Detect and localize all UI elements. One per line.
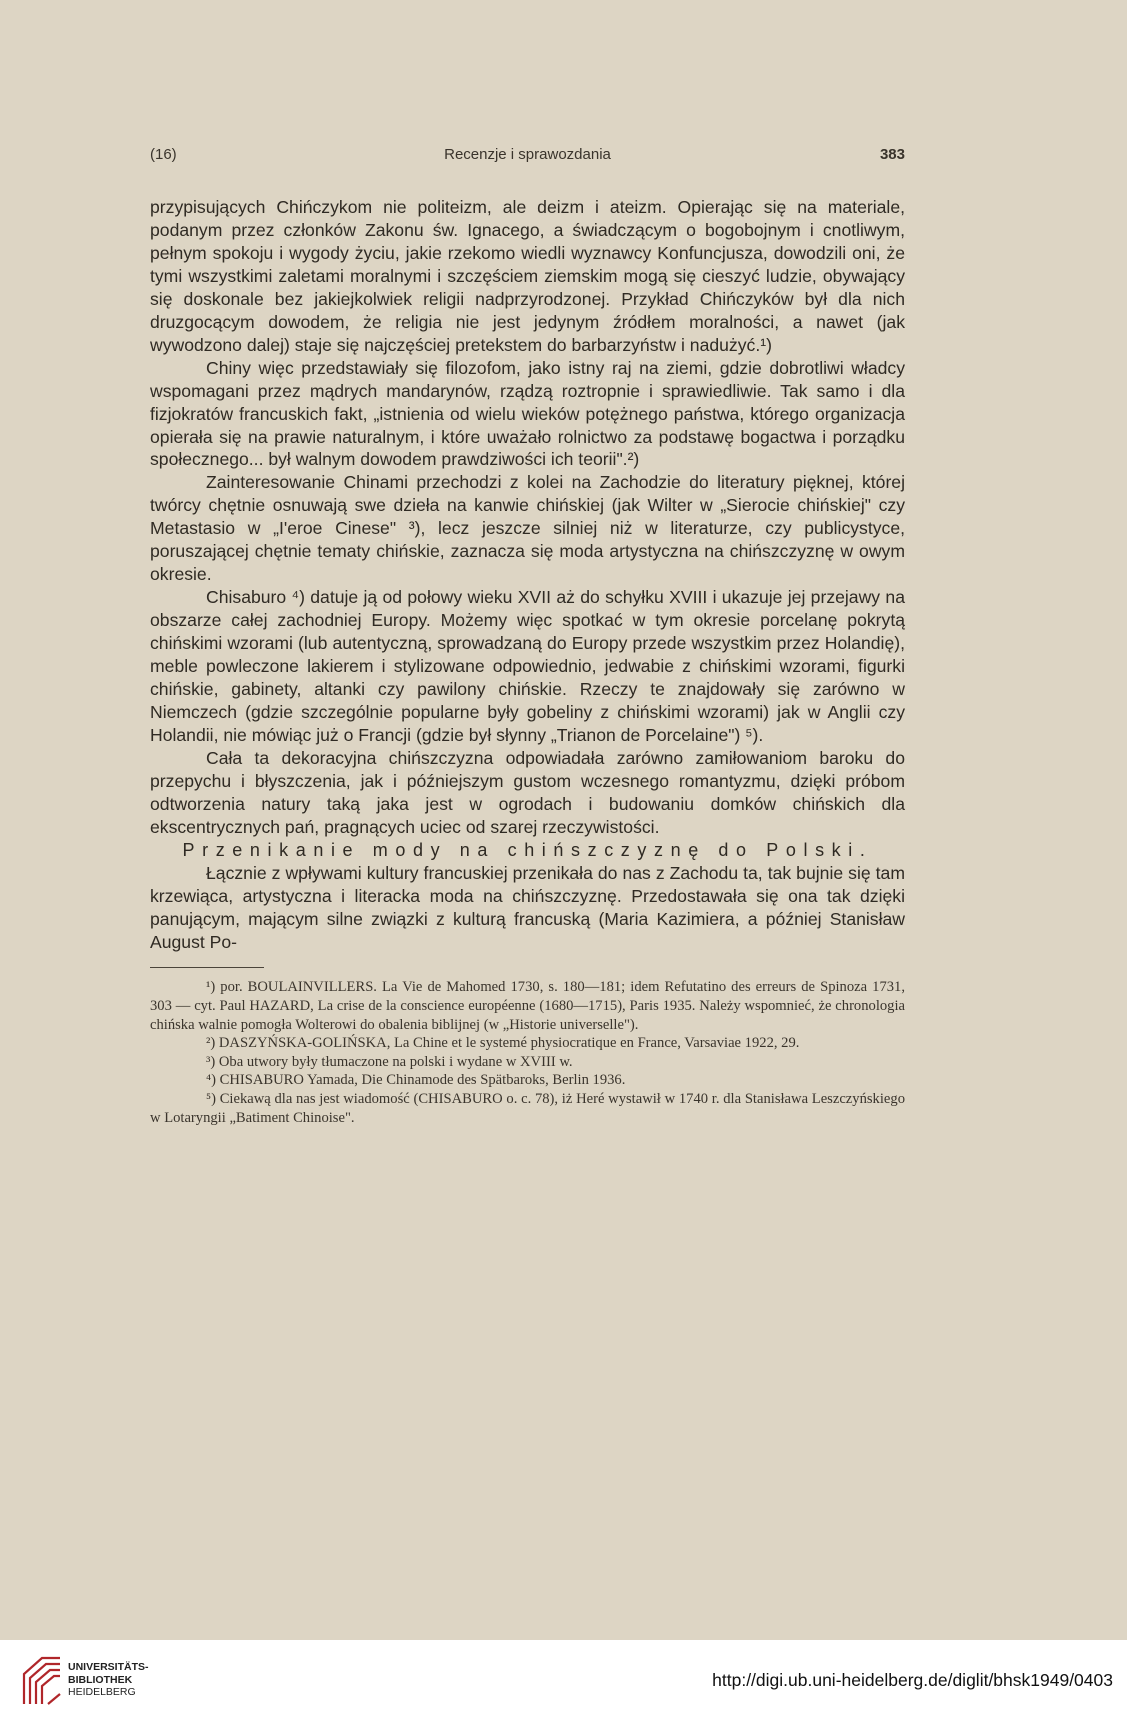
library-line: BIBLIOTHEK — [68, 1673, 133, 1686]
library-line: UNIVERSITÄTS- — [68, 1661, 149, 1673]
source-url-link[interactable]: http://digi.ub.uni-heidelberg.de/diglit/bhsk1949/0403 — [712, 1670, 1113, 1690]
footer-bar — [0, 1640, 1127, 1725]
footnote: ⁴) CHISABURO Yamada, Die Chinamode des Spätbaroks, Berlin 1936. — [206, 1072, 626, 1089]
paragraph: Chisaburo ⁴) datuje ją od połowy wieku XVII aż do schyłku XVIII i ukazuje jej przejawy na obszarze całej zachodniej Europy. Możemy więc spotkać w tym okresie porcelanę pokrytą chińskimi wzorami (lub autentyczną, sprowadzaną do Europy przede wszystkim przez Holandię), meble powleczone lakierem i stylizowane odpowiednio, jedwabie z chińskimi wzorami, figurki chińskie, gabinety, altanki czy pawilony chińskie. Rzeczy te znajdowały się zarówno w Niemczech (gdzie szczególnie popularne były gobeliny z chińskimi wzorami) jak w Anglii czy Holandii, nie mówiąc już o Francji (gdzie był słynny „Trianon de Porcelaine") ⁵). — [150, 587, 905, 745]
header-title: Recenzje i sprawozdania — [444, 146, 611, 163]
page-number: 383 — [879, 146, 905, 163]
paragraph: przypisujących Chińczykom nie politeizm, ale deizm i ateizm. Opierając się na materiale, podanym przez członków Zakonu św. Ignacego, a świadczącym o bogobojnym i cnotliwym, pełnym spokoju i wygody życiu, jakie rzekomo wiedli wyznawcy Konfuncjusza, dowodzili oni, że tymi wszystkimi zaletami moralnymi i szczęściem ziemskim mogą się cieszyć ludzie, obywający się doskonale bez jakiejkolwiek religii nadprzyrodzonej. Przykład Chińczyków był dla nich druzgocącym dowodem, że religia nie jest jedynym źródłem moralności, a nawet (jak wywodzono dalej) staje się najczęściej pretekstem do barbarzyństw i nadużyć.¹) — [150, 197, 905, 355]
library-line: HEIDELBERG — [68, 1686, 136, 1698]
paragraph: Łącznie z wpływami kultury francuskiej przenikała do nas z Zachodu ta, tak bujnie się tam krzewiąca, artystyczna i literacka moda na chińszczyznę. Przedostawała się ona tak dzięki panującym, mającym silne związki z kulturą francuską (Maria Kazimiera, a później Stanisław August Po- — [150, 862, 905, 952]
library-name[interactable] — [68, 1661, 149, 1699]
footnote-divider — [150, 967, 264, 968]
ub-heidelberg-logo-icon[interactable] — [16, 1652, 66, 1708]
paragraph: Zainteresowanie Chinami przechodzi z kolei na Zachodzie do literatury pięknej, której twórcy chętnie osnuwają swe dzieła na kanwie chińskiej (jak Wilter w „Sierocie chińskiej" czy Metastasio w „I'eroe Cinese" ³), lecz jeszcze silniej niż w literaturze, czy publicystyce, poruszającej chętnie tematy chińskie, zaznacza się moda artystyczna na chińszczyznę w owym okresie. — [150, 472, 905, 585]
footnotes — [150, 978, 905, 1127]
footnote: ⁵) Ciekawą dla nas jest wiadomość (CHISABURO o. c. 78), iż Heré wystawił w 1740 r. dla Stanisława Leszczyńskiego w Lotaryngii „Batiment Chinoise". — [150, 1091, 905, 1126]
paragraph: Cała ta dekoracyjna chińszczyzna odpowiadała zarówno zamiłowaniom baroku do przepychu i błyszczenia, jak i późniejszym gustom wczesnego romantyzmu, dzięki próbom odtworzenia natury taką jaka jest w ogrodach i budowaniu domków chińskich dla ekscentrycznych pań, pragnących uciec od szarej rzeczywistości. — [150, 747, 905, 837]
footnote: ³) Oba utwory były tłumaczone na polski i wydane w XVIII w. — [206, 1053, 573, 1070]
header-left-number: (16) — [150, 146, 177, 163]
running-header — [150, 146, 905, 170]
main-text — [150, 196, 905, 1127]
paragraph: Chiny więc przedstawiały się filozofom, jako istny raj na ziemi, gdzie dobrotliwi władcy wspomagani przez mądrych mandarynów, rządzą roztropnie i sprawiedliwie. Tak samo i dla fizjokratów francuskich fakt, „istnienia od wielu wieków potężnego państwa, którego organizacja opierała się na prawie naturalnym, i które uważało rolnictwo za podstawę bogactwa i porządku społecznego... był walnym dowodem prawdziwości ich teorii".²) — [150, 357, 905, 470]
footnote: ²) DASZYŃSKA-GOLIŃSKA, La Chine et le systemé physiocratique en France, Varsaviae 1922, 29. — [206, 1035, 800, 1052]
footnote: ¹) por. BOULAINVILLERS. La Vie de Mahomed 1730, s. 180—181; idem Refutatino des erreurs de Spinoza 1731, 303 — cyt. Paul HAZARD, La crise de la conscience européenne (1680—1715), Paris 1935. Należy wspomnieć, że chronologia chińska walnie pomogła Wolterowi do obalenia biblijnej (w „Historie universelle"). — [150, 979, 905, 1033]
section-heading: Przenikanie mody na chińszczyznę do Polski. — [182, 839, 873, 860]
